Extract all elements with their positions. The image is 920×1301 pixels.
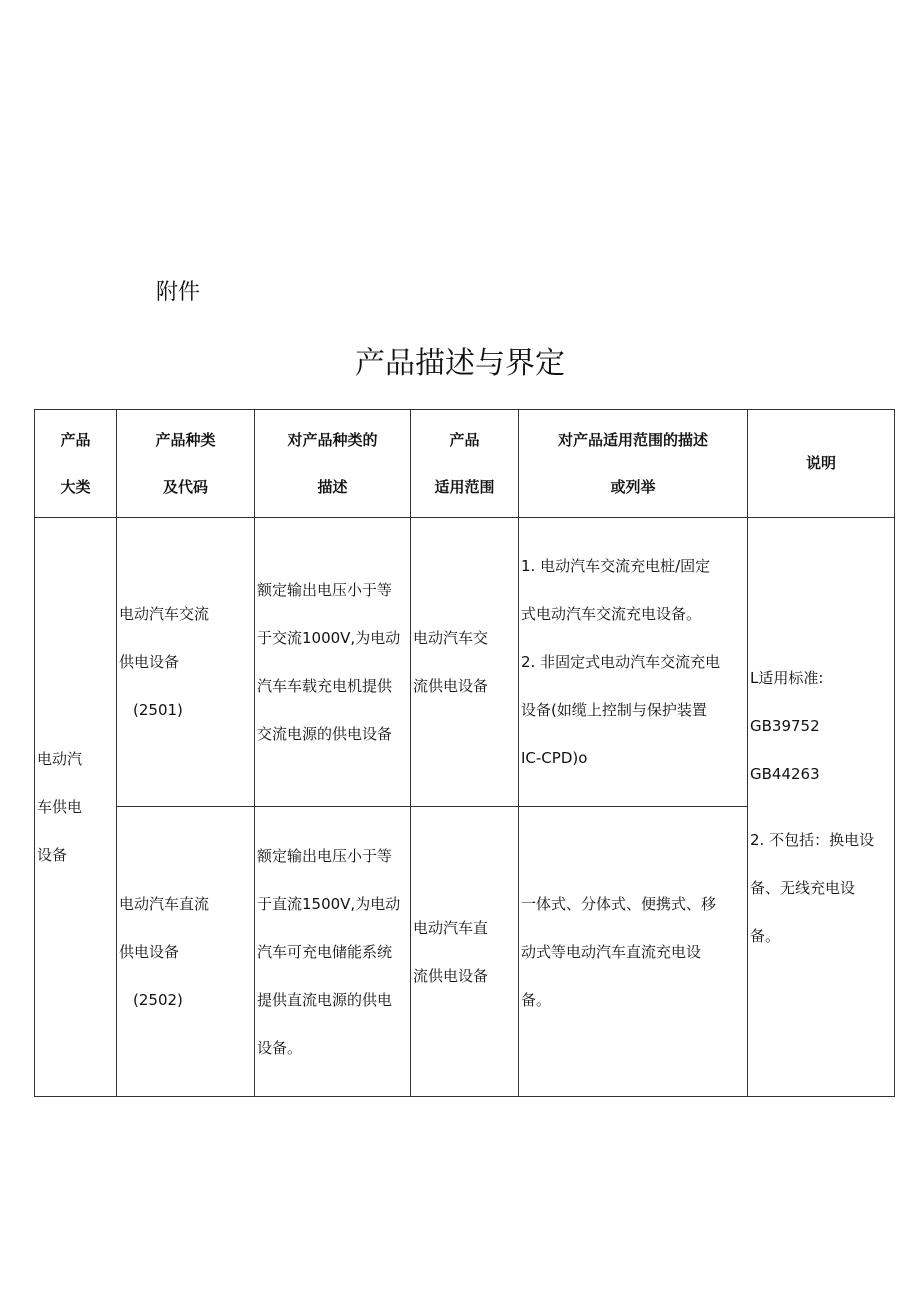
type-code-cell: 电动汽车直流 供电设备 (2502) bbox=[117, 807, 255, 1097]
header-type-code: 产品种类 及代码 bbox=[117, 410, 255, 518]
definition-table bbox=[34, 409, 895, 1097]
type-desc-cell: 额定输出电压小于等 于交流1000V,为电动 汽车车载充电机提供 交流电源的供电设备 bbox=[255, 518, 411, 807]
attachment-label: 附件 bbox=[156, 280, 201, 305]
type-desc-cell: 额定输出电压小于等 于直流1500V,为电动 汽车可充电储能系统 提供直流电源的供电 设备。 bbox=[255, 807, 411, 1097]
scope-desc-cell: 1. 电动汽车交流充电桩/固定 式电动汽车交流充电设备。 2. 非固定式电动汽车交流充电 设备(如缆上控制与保护装置 IC-CPD)o bbox=[519, 518, 748, 807]
scope-desc-cell: 一体式、分体式、便携式、移 动式等电动汽车直流充电设 备。 bbox=[519, 807, 748, 1097]
scope-cell: 电动汽车交 流供电设备 bbox=[411, 518, 519, 807]
note-cell: L适用标准: GB39752 GB44263 2. 不包括：换电设 备、无线充电设 备。 bbox=[748, 518, 895, 1097]
header-category: 产品 大类 bbox=[35, 410, 117, 518]
header-scope-desc: 对产品适用范围的描述 或列举 bbox=[519, 410, 748, 518]
table-row bbox=[35, 518, 895, 807]
header-row bbox=[35, 410, 895, 518]
header-note: 说明 bbox=[748, 410, 895, 518]
product-code: (2501) bbox=[133, 701, 183, 719]
document-title: 产品描述与界定 bbox=[355, 346, 565, 381]
category-cell: 电动汽 车供电 设备 bbox=[35, 518, 117, 1097]
product-code: (2502) bbox=[133, 990, 183, 1009]
type-code-cell: 电动汽车交流 供电设备 (2501) bbox=[117, 518, 255, 807]
header-scope: 产品 适用范围 bbox=[411, 410, 519, 518]
scope-cell: 电动汽车直 流供电设备 bbox=[411, 807, 519, 1097]
header-type-desc: 对产品种类的 描述 bbox=[255, 410, 411, 518]
